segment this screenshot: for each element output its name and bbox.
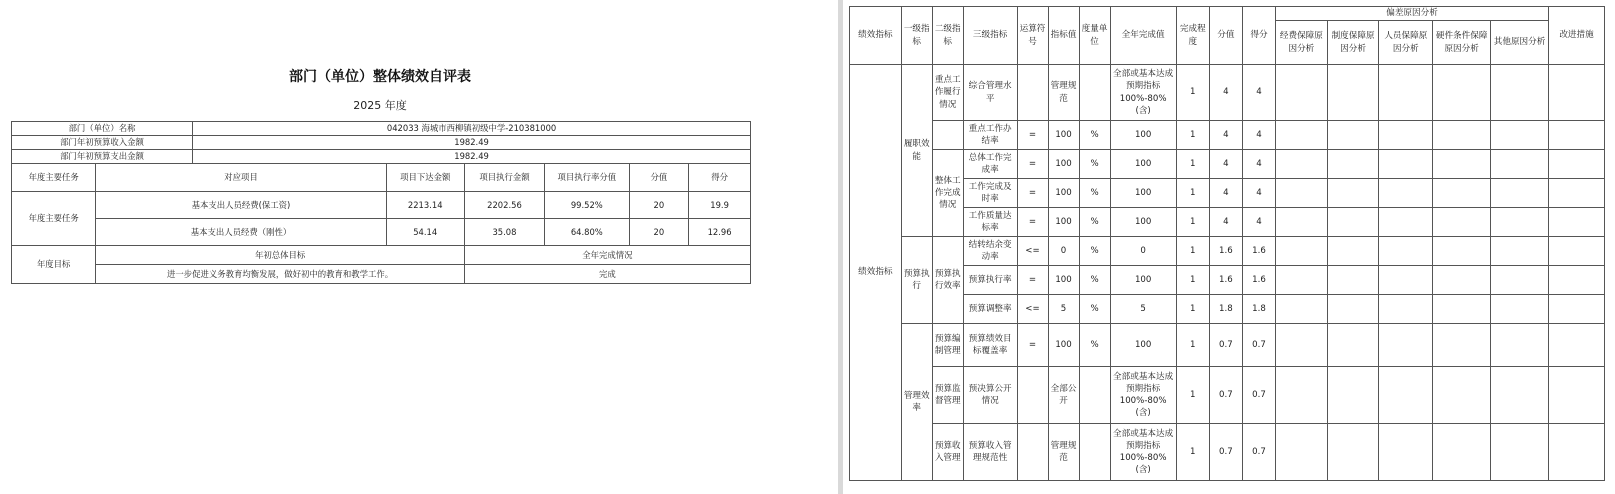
column-header: 绩效指标: [850, 7, 902, 65]
empty-cell: [1379, 367, 1433, 424]
column-header: 指标值: [1048, 7, 1079, 65]
indicator-score: 4: [1209, 179, 1242, 208]
indicator-got: 1.8: [1242, 295, 1275, 324]
empty-cell: [1379, 208, 1433, 237]
indicator-op: =: [1017, 150, 1048, 179]
empty-cell: [932, 121, 963, 150]
level2-label: 预算执行效率: [932, 237, 963, 324]
indicator-degree: 1: [1176, 367, 1209, 424]
column-header: 项目执行率分值: [545, 164, 629, 192]
indicator-name: 预算绩效目标覆盖率: [963, 324, 1017, 367]
empty-cell: [1433, 179, 1491, 208]
empty-cell: [1491, 367, 1549, 424]
column-header: 改进措施: [1549, 7, 1605, 65]
indicator-name: 预决算公开情况: [963, 367, 1017, 424]
level1-label: 履职效能: [901, 65, 932, 237]
empty-cell: [1433, 150, 1491, 179]
table-row: [12, 150, 751, 164]
indicator-got: 4: [1242, 65, 1275, 121]
empty-cell: [1433, 295, 1491, 324]
empty-cell: [1433, 65, 1491, 121]
indicator-degree: 1: [1176, 150, 1209, 179]
table-row: [12, 136, 751, 150]
level2-label: 预算收入管理: [932, 424, 963, 481]
empty-cell: [1491, 208, 1549, 237]
empty-cell: [1276, 424, 1328, 481]
level1-label: 预算执行: [901, 237, 932, 324]
indicator-unit: [1079, 367, 1110, 424]
empty-cell: [1433, 367, 1491, 424]
indicator-actual: 100: [1110, 208, 1176, 237]
indicator-unit: %: [1079, 237, 1110, 266]
table-row: [12, 265, 751, 284]
indicator-actual: 100: [1110, 266, 1176, 295]
indicator-op: <=: [1017, 295, 1048, 324]
empty-cell: [1379, 295, 1433, 324]
table-row: [850, 367, 1605, 424]
column-header: 项目执行金额: [464, 164, 544, 192]
income-label: 部门年初预算收入金额: [12, 136, 193, 150]
empty-cell: [1491, 237, 1549, 266]
indicator-op: =: [1017, 324, 1048, 367]
empty-cell: [1327, 367, 1379, 424]
table-row: [12, 122, 751, 136]
indicator-unit: [1079, 65, 1110, 121]
empty-cell: [1276, 208, 1328, 237]
indicator-target: 100: [1048, 208, 1079, 237]
indicator-score: 1.8: [1209, 295, 1242, 324]
empty-cell: [1276, 367, 1328, 424]
overall-evaluation-table: [11, 121, 751, 284]
indicator-unit: %: [1079, 295, 1110, 324]
root-label: 绩效指标: [850, 65, 902, 481]
indicator-op: =: [1017, 208, 1048, 237]
indicator-unit: %: [1079, 266, 1110, 295]
indicator-name: 总体工作完成率: [963, 150, 1017, 179]
empty-cell: [1379, 266, 1433, 295]
indicator-unit: %: [1079, 121, 1110, 150]
empty-cell: [1327, 121, 1379, 150]
indicator-degree: 1: [1176, 424, 1209, 481]
document-page-right: [843, 0, 1615, 494]
indicator-actual: 100: [1110, 150, 1176, 179]
indicator-unit: %: [1079, 208, 1110, 237]
indicator-actual: 全部或基本达成预期指标 100%-80%(含): [1110, 424, 1176, 481]
column-header: 制度保障原因分析: [1327, 21, 1379, 65]
table-row: [12, 246, 751, 265]
task-section-label: 年度主要任务: [12, 192, 96, 246]
indicator-score: 4: [1209, 121, 1242, 150]
empty-cell: [1491, 150, 1549, 179]
empty-cell: [1433, 324, 1491, 367]
empty-cell: [1327, 295, 1379, 324]
goal-label: 年度目标: [12, 246, 96, 284]
task-executed: 35.08: [464, 219, 544, 246]
empty-cell: [1549, 179, 1605, 208]
empty-cell: [1549, 237, 1605, 266]
indicator-actual: 100: [1110, 121, 1176, 150]
indicator-got: 4: [1242, 208, 1275, 237]
indicator-op: [1017, 424, 1048, 481]
goal-header-right: 全年完成情况: [464, 246, 750, 265]
table-row: [12, 219, 751, 246]
deviation-analysis-header: 偏差原因分析: [1276, 7, 1549, 21]
empty-cell: [1491, 324, 1549, 367]
empty-cell: [1549, 295, 1605, 324]
table-row: [850, 266, 1605, 295]
indicator-name: 预算执行率: [963, 266, 1017, 295]
indicator-target: 0: [1048, 237, 1079, 266]
indicator-got: 1.6: [1242, 266, 1275, 295]
document-year: 2025 年度: [353, 99, 407, 112]
indicator-op: [1017, 65, 1048, 121]
indicator-score: 1.6: [1209, 266, 1242, 295]
table-row: [850, 295, 1605, 324]
task-allocated: 2213.14: [386, 192, 464, 219]
empty-cell: [1276, 295, 1328, 324]
task-got: 12.96: [689, 219, 751, 246]
indicator-name: 综合管理水平: [963, 65, 1017, 121]
indicator-degree: 1: [1176, 121, 1209, 150]
level2-label: 整体工作完成情况: [932, 150, 963, 237]
empty-cell: [1327, 266, 1379, 295]
dept-name-value: 042033 海城市西柳镇初级中学-210381000: [193, 122, 751, 136]
indicator-degree: 1: [1176, 237, 1209, 266]
indicator-op: <=: [1017, 237, 1048, 266]
indicator-degree: 1: [1176, 266, 1209, 295]
empty-cell: [1276, 121, 1328, 150]
indicator-actual: 全部或基本达成预期指标 100%-80%(含): [1110, 367, 1176, 424]
empty-cell: [1327, 179, 1379, 208]
indicator-target: 100: [1048, 150, 1079, 179]
indicator-degree: 1: [1176, 324, 1209, 367]
indicator-target: 管理规范: [1048, 424, 1079, 481]
table-row: [850, 237, 1605, 266]
level2-label: 预算监督管理: [932, 367, 963, 424]
indicator-name: 工作完成及时率: [963, 179, 1017, 208]
goal-text: 进一步促进义务教育均衡发展，做好初中的教育和教学工作。: [96, 265, 464, 284]
task-rate: 99.52%: [545, 192, 629, 219]
empty-cell: [1379, 424, 1433, 481]
empty-cell: [1276, 266, 1328, 295]
indicator-name: 预算收入管理规范性: [963, 424, 1017, 481]
indicator-unit: [1079, 424, 1110, 481]
task-executed: 2202.56: [464, 192, 544, 219]
table-header-row: [12, 164, 751, 192]
empty-cell: [1549, 367, 1605, 424]
empty-cell: [1379, 121, 1433, 150]
indicator-actual: 100: [1110, 324, 1176, 367]
column-header: 分值: [629, 164, 689, 192]
empty-cell: [1491, 295, 1549, 324]
indicator-name: 工作质量达标率: [963, 208, 1017, 237]
expense-value: 1982.49: [193, 150, 751, 164]
indicator-op: =: [1017, 179, 1048, 208]
indicator-target: 全部公开: [1048, 367, 1079, 424]
indicator-degree: 1: [1176, 65, 1209, 121]
empty-cell: [1491, 266, 1549, 295]
task-score: 20: [629, 192, 689, 219]
indicator-target: 100: [1048, 121, 1079, 150]
indicator-target: 100: [1048, 266, 1079, 295]
column-header: 经费保障原因分析: [1276, 21, 1328, 65]
indicator-score: 4: [1209, 208, 1242, 237]
empty-cell: [1327, 150, 1379, 179]
goal-header-left: 年初总体目标: [96, 246, 464, 265]
level2-label: 重点工作履行情况: [932, 65, 963, 121]
table-header-row: [850, 7, 1605, 21]
empty-cell: [1379, 324, 1433, 367]
column-header: 度量单位: [1079, 7, 1110, 65]
empty-cell: [1327, 424, 1379, 481]
empty-cell: [1327, 208, 1379, 237]
column-header: 全年完成值: [1110, 7, 1176, 65]
column-header: 一级指标: [901, 7, 932, 65]
column-header: 人员保障原因分析: [1379, 21, 1433, 65]
column-header: 分值: [1209, 7, 1242, 65]
column-header: 完成程度: [1176, 7, 1209, 65]
indicator-got: 0.7: [1242, 324, 1275, 367]
indicator-unit: %: [1079, 179, 1110, 208]
empty-cell: [1549, 424, 1605, 481]
empty-cell: [1433, 424, 1491, 481]
indicator-degree: 1: [1176, 295, 1209, 324]
indicator-target: 管理规范: [1048, 65, 1079, 121]
income-value: 1982.49: [193, 136, 751, 150]
indicator-score: 0.7: [1209, 367, 1242, 424]
column-header: 运算符号: [1017, 7, 1048, 65]
document-title: 部门（单位）整体绩效自评表: [289, 69, 471, 85]
empty-cell: [1491, 424, 1549, 481]
goal-result: 完成: [464, 265, 750, 284]
empty-cell: [1549, 65, 1605, 121]
column-header: 得分: [689, 164, 751, 192]
empty-cell: [1327, 65, 1379, 121]
indicator-op: =: [1017, 121, 1048, 150]
indicator-actual: 100: [1110, 179, 1176, 208]
task-item: 基本支出人员经费（刚性）: [96, 219, 386, 246]
empty-cell: [1379, 65, 1433, 121]
task-rate: 64.80%: [545, 219, 629, 246]
level2-label: 预算编制管理: [932, 324, 963, 367]
column-header: 其他原因分析: [1491, 21, 1549, 65]
indicator-got: 0.7: [1242, 367, 1275, 424]
empty-cell: [1549, 324, 1605, 367]
indicator-degree: 1: [1176, 179, 1209, 208]
empty-cell: [1549, 121, 1605, 150]
empty-cell: [1379, 150, 1433, 179]
column-header: 二级指标: [932, 7, 963, 65]
task-got: 19.9: [689, 192, 751, 219]
empty-cell: [1491, 179, 1549, 208]
indicator-got: 4: [1242, 150, 1275, 179]
indicator-got: 4: [1242, 121, 1275, 150]
indicator-got: 1.6: [1242, 237, 1275, 266]
indicator-name: 预算调整率: [963, 295, 1017, 324]
indicator-unit: %: [1079, 324, 1110, 367]
empty-cell: [1327, 237, 1379, 266]
table-row: [850, 324, 1605, 367]
task-header: 年度主要任务: [12, 164, 96, 192]
empty-cell: [1433, 208, 1491, 237]
indicator-score: 0.7: [1209, 324, 1242, 367]
empty-cell: [1491, 121, 1549, 150]
column-header: 项目下达金额: [386, 164, 464, 192]
indicator-score: 4: [1209, 150, 1242, 179]
table-row: [850, 424, 1605, 481]
indicator-unit: %: [1079, 150, 1110, 179]
empty-cell: [1379, 179, 1433, 208]
performance-indicator-table: [849, 6, 1605, 481]
column-header: 对应项目: [96, 164, 386, 192]
empty-cell: [1433, 237, 1491, 266]
table-row: [850, 150, 1605, 179]
indicator-op: =: [1017, 266, 1048, 295]
indicator-op: [1017, 367, 1048, 424]
column-header: 硬件条件保障原因分析: [1433, 21, 1491, 65]
column-header: 三级指标: [963, 7, 1017, 65]
table-row: [850, 208, 1605, 237]
empty-cell: [1549, 266, 1605, 295]
empty-cell: [1276, 324, 1328, 367]
table-row: [850, 121, 1605, 150]
indicator-target: 100: [1048, 179, 1079, 208]
table-row: [850, 65, 1605, 121]
empty-cell: [1379, 237, 1433, 266]
empty-cell: [1276, 150, 1328, 179]
task-allocated: 54.14: [386, 219, 464, 246]
empty-cell: [1433, 266, 1491, 295]
task-score: 20: [629, 219, 689, 246]
indicator-actual: 5: [1110, 295, 1176, 324]
indicator-actual: 0: [1110, 237, 1176, 266]
indicator-target: 100: [1048, 324, 1079, 367]
level1-label: 管理效率: [901, 324, 932, 481]
empty-cell: [1549, 150, 1605, 179]
empty-cell: [1276, 237, 1328, 266]
indicator-got: 4: [1242, 179, 1275, 208]
empty-cell: [1276, 179, 1328, 208]
indicator-score: 1.6: [1209, 237, 1242, 266]
indicator-got: 0.7: [1242, 424, 1275, 481]
table-row: [850, 179, 1605, 208]
empty-cell: [1327, 324, 1379, 367]
indicator-degree: 1: [1176, 208, 1209, 237]
indicator-target: 5: [1048, 295, 1079, 324]
empty-cell: [1491, 65, 1549, 121]
task-item: 基本支出人员经费(保工资): [96, 192, 386, 219]
indicator-actual: 全部或基本达成预期指标 100%-80%(含): [1110, 65, 1176, 121]
empty-cell: [1276, 65, 1328, 121]
dept-name-label: 部门（单位）名称: [12, 122, 193, 136]
table-row: [12, 192, 751, 219]
expense-label: 部门年初预算支出金额: [12, 150, 193, 164]
indicator-score: 4: [1209, 65, 1242, 121]
indicator-name: 重点工作办结率: [963, 121, 1017, 150]
column-header: 得分: [1242, 7, 1275, 65]
indicator-name: 结转结余变动率: [963, 237, 1017, 266]
indicator-score: 0.7: [1209, 424, 1242, 481]
empty-cell: [1549, 208, 1605, 237]
empty-cell: [1433, 121, 1491, 150]
